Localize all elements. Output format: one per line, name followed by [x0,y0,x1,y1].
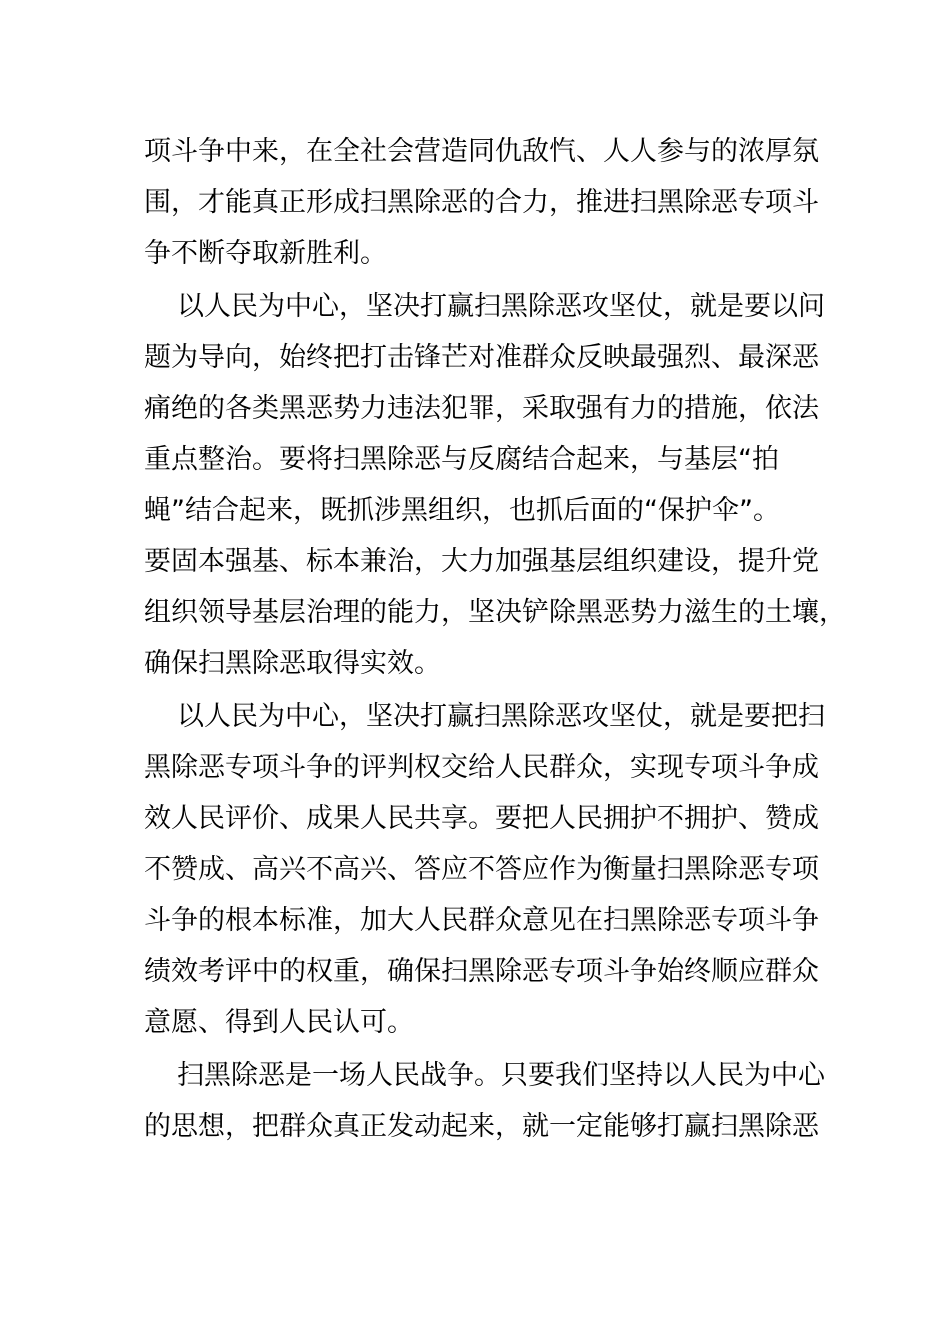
paragraph-2 [144,281,846,689]
text-line: 以人民为中心，坚决打赢扫黑除恶攻坚仗，就是要把扫 [177,701,825,732]
text-line: 扫黑除恶是一场人民战争。只要我们坚持以人民为中心 [177,1060,825,1091]
text-line: 绩效考评中的权重，确保扫黑除恶专项斗争始终顺应群众 [144,956,819,987]
text-line: 黑除恶专项斗争的评判权交给人民群众，实现专项斗争成 [144,752,819,783]
text-line: 题为导向，始终把打击锋芒对准群众反映最强烈、最深恶 [144,342,819,373]
text-line: 组织领导基层治理的能力，坚决铲除黑恶势力滋生的土壤， [144,597,846,628]
document-body [144,126,846,1152]
text-line: 斗争的根本标准，加大人民群众意见在扫黑除恶专项斗争 [144,905,819,936]
text-line: 蝇”结合起来，既抓涉黑组织，也抓后面的“保护伞”。 [144,495,780,526]
text-line: 痛绝的各类黑恶势力违法犯罪，采取强有力的措施，依法 [144,393,819,424]
paragraph-4 [144,1050,825,1152]
text-line: 确保扫黑除恶取得实效。 [144,648,441,679]
text-line: 争不断夺取新胜利。 [144,238,387,269]
text-line: 以人民为中心，坚决打赢扫黑除恶攻坚仗，就是要以问 [177,291,825,322]
text-line: 围，才能真正形成扫黑除恶的合力，推进扫黑除恶专项斗 [144,187,819,218]
text-line: 项斗争中来，在全社会营造同仇敌忾、人人参与的浓厚氛 [144,136,819,167]
text-line: 重点整治。要将扫黑除恶与反腐结合起来，与基层“拍 [144,444,779,475]
paragraph-3 [144,691,825,1048]
text-line: 不赞成、高兴不高兴、答应不答应作为衡量扫黑除恶专项 [144,854,819,885]
paragraph-1 [144,126,819,279]
text-line: 要固本强基、标本兼治，大力加强基层组织建设，提升党 [144,546,819,577]
text-line: 效人民评价、成果人民共享。要把人民拥护不拥护、赞成 [144,803,819,834]
text-line: 意愿、得到人民认可。 [144,1007,414,1038]
text-line: 的思想，把群众真正发动起来，就一定能够打赢扫黑除恶 [144,1111,819,1142]
